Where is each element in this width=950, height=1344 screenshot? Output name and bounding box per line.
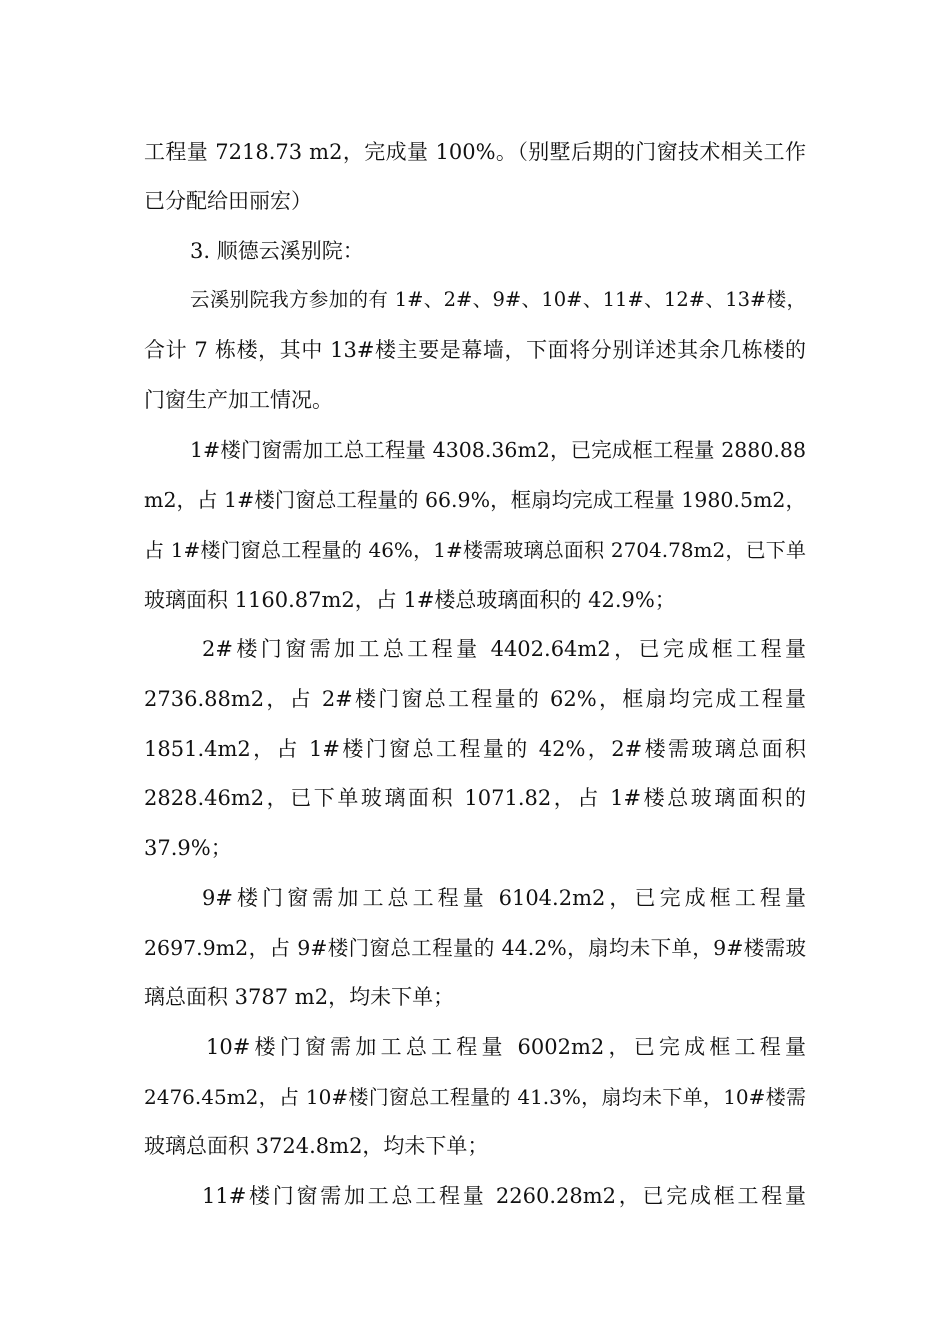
section-heading: 3. 顺德云溪别院： <box>190 239 364 263</box>
text-line: 2736.88m2，占 2#楼门窗总工程量的 62%，框扇均完成工程量 <box>144 687 806 711</box>
text-line: 2828.46m2，已下单玻璃面积 1071.82，占 1#楼总玻璃面积的 <box>144 786 806 810</box>
text-line: 2697.9m2，占 9#楼门窗总工程量的 44.2%，扇均未下单，9#楼需玻 <box>144 936 806 960</box>
text-line: 门窗生产加工情况。 <box>144 388 333 412</box>
text-line: 1851.4m2，占 1#楼门窗总工程量的 42%，2#楼需玻璃总面积 <box>144 737 806 761</box>
text-line: 璃总面积 3787 m2，均未下单； <box>144 985 455 1009</box>
text-line: 玻璃总面积 3724.8m2，均未下单； <box>144 1134 489 1158</box>
text-line: 37.9%； <box>144 836 232 860</box>
text-line: 2#楼门窗需加工总工程量 4402.64m2，已完成框工程量 <box>202 637 806 661</box>
text-line: 工程量 7218.73 m2，完成量 100%。（别墅后期的门窗技术相关工作 <box>144 140 806 164</box>
text-line: 已分配给田丽宏） <box>144 189 312 213</box>
text-line: 10#楼门窗需加工总工程量 6002m2，已完成框工程量 <box>206 1035 806 1059</box>
text-line: 11#楼门窗需加工总工程量 2260.28m2，已完成框工程量 <box>202 1184 806 1208</box>
text-line: m2，占 1#楼门窗总工程量的 66.9%，框扇均完成工程量 1980.5m2， <box>144 488 806 512</box>
text-line: 合计 7 栋楼，其中 13#楼主要是幕墙，下面将分别详述其余几栋楼的 <box>144 338 806 362</box>
text-line: 9#楼门窗需加工总工程量 6104.2m2，已完成框工程量 <box>202 886 806 910</box>
text-line: 云溪别院我方参加的有 1#、2#、9#、10#、11#、12#、13#楼， <box>190 288 806 311</box>
text-line: 玻璃面积 1160.87m2，占 1#楼总玻璃面积的 42.9%； <box>144 588 676 612</box>
text-line: 1#楼门窗需加工总工程量 4308.36m2，已完成框工程量 2880.88 <box>190 438 806 462</box>
text-line: 占 1#楼门窗总工程量的 46%，1#楼需玻璃总面积 2704.78m2，已下单 <box>144 538 806 562</box>
text-line: 2476.45m2，占 10#楼门窗总工程量的 41.3%，扇均未下单，10#楼需 <box>144 1085 806 1109</box>
